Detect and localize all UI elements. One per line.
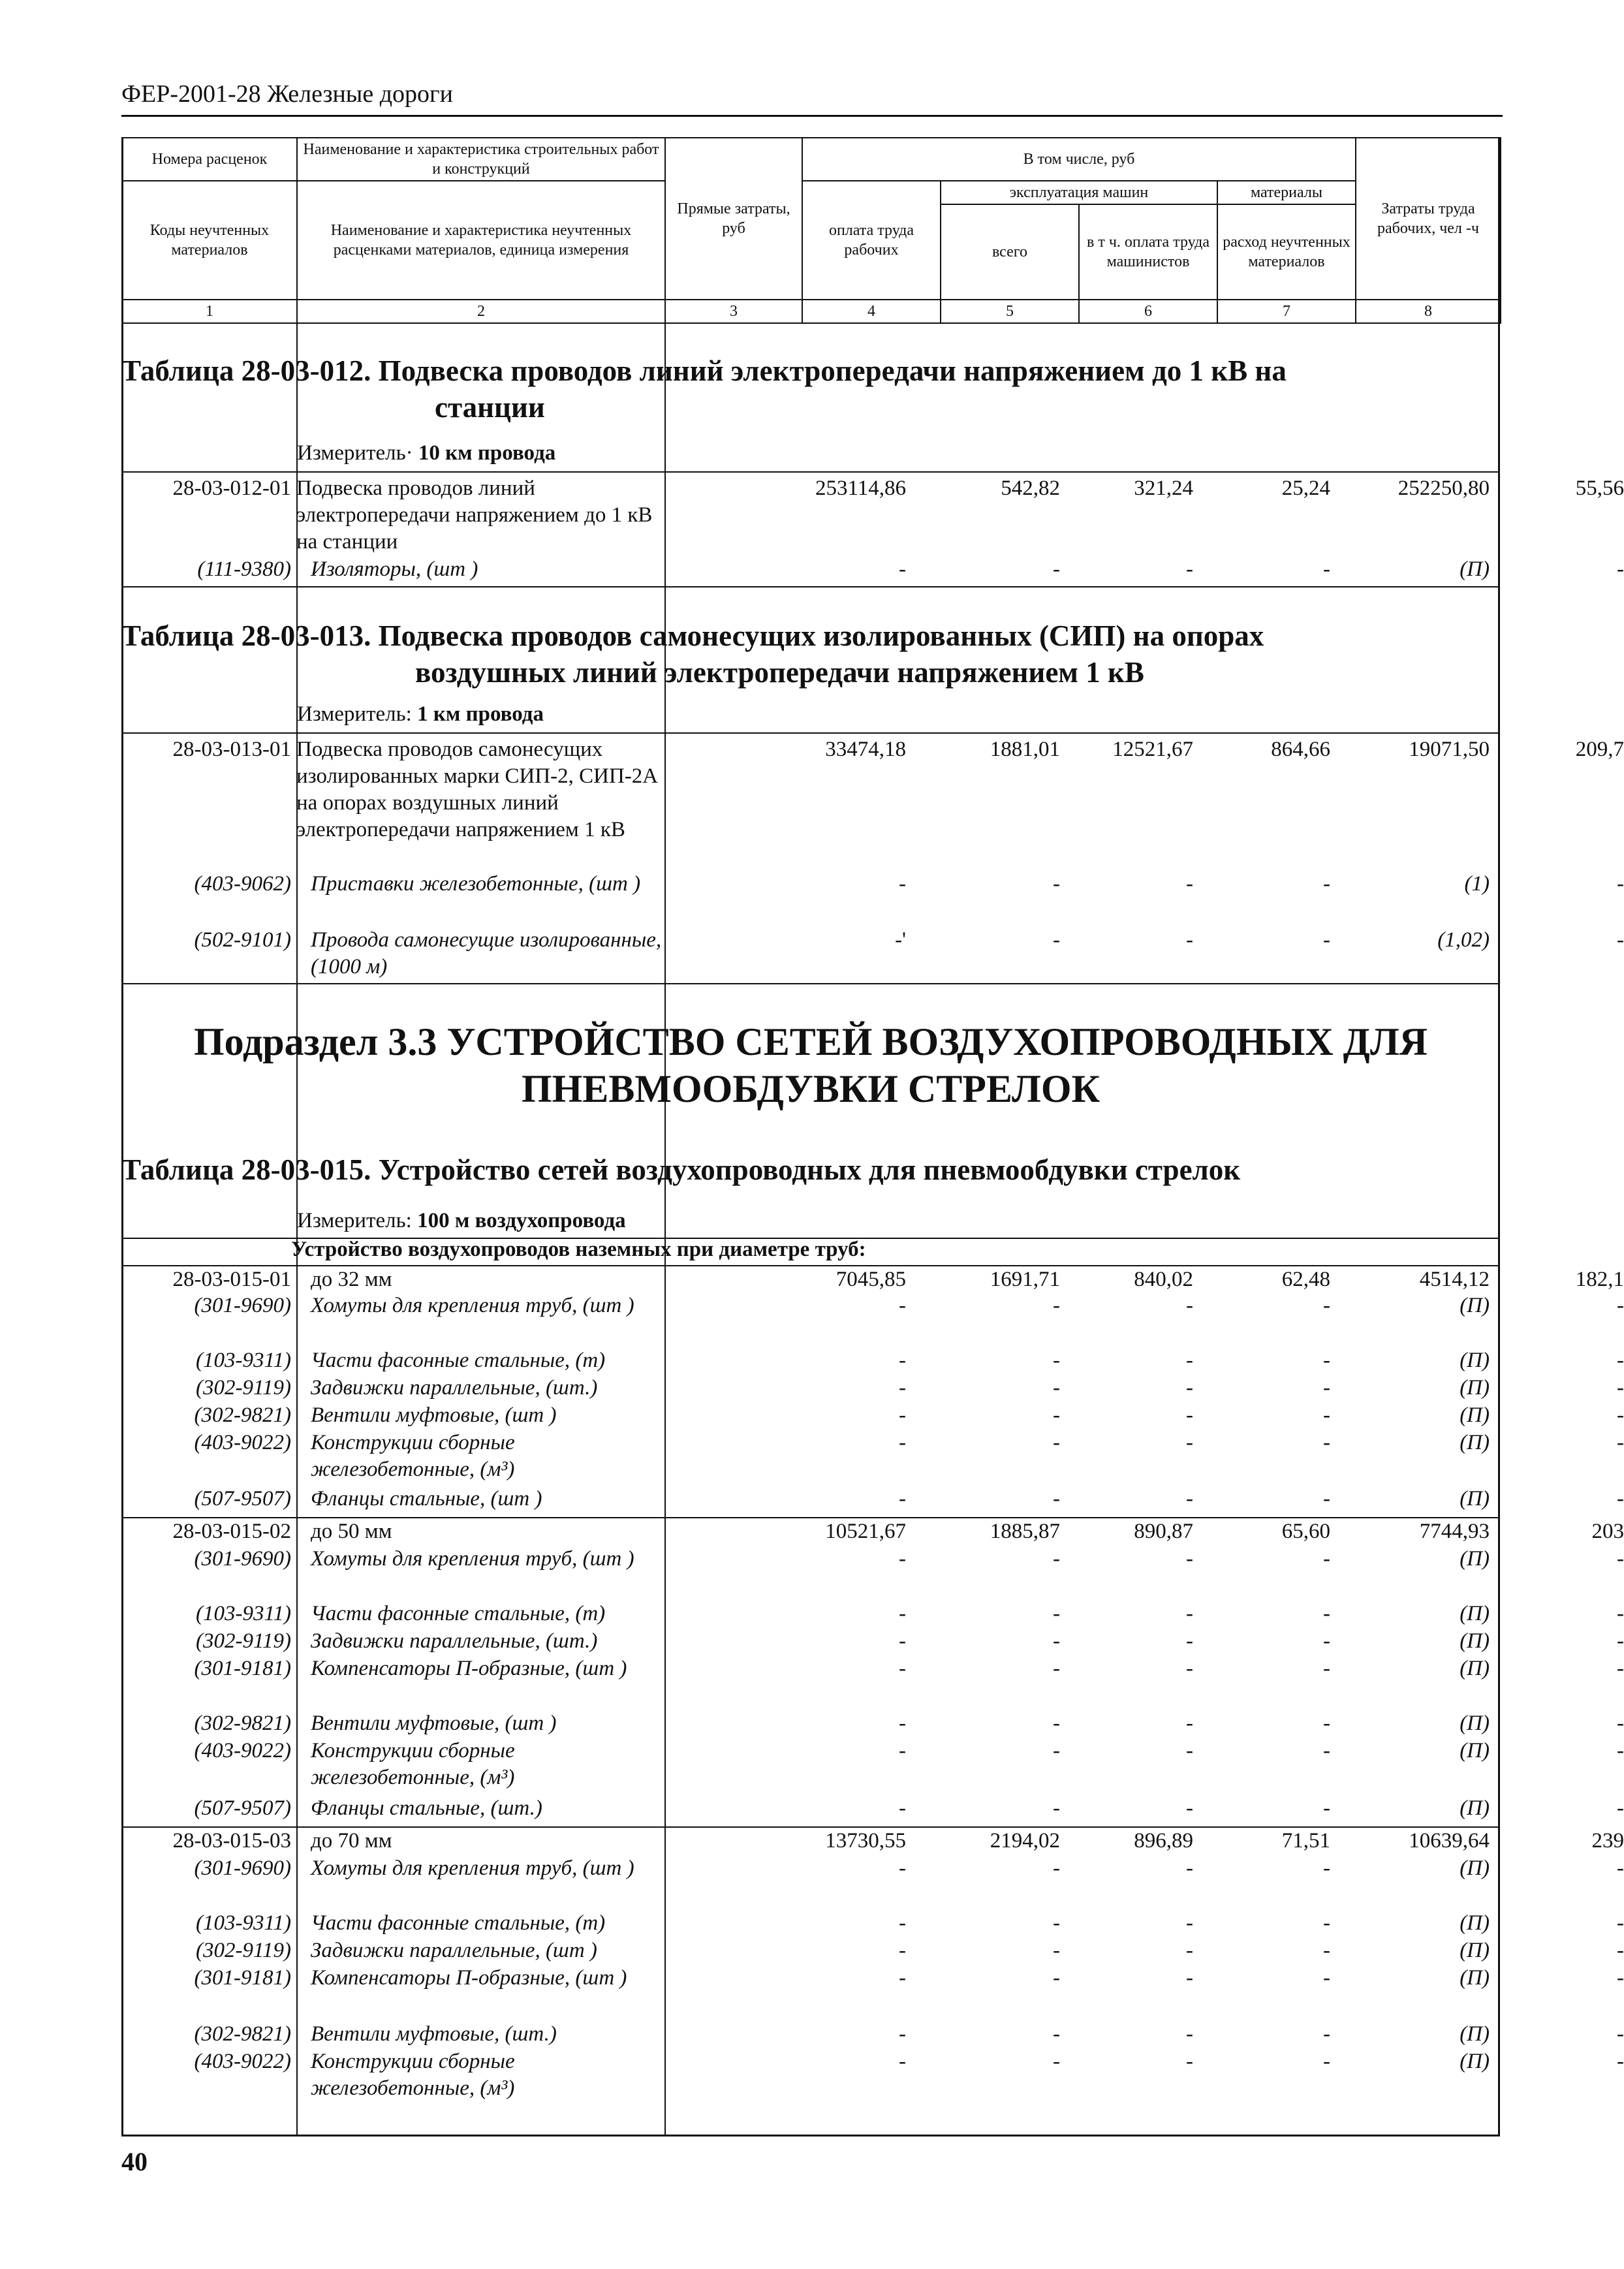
- material-code: (301-9690): [194, 1856, 291, 1880]
- measure-value: 1 км провода: [417, 702, 544, 726]
- dash: -: [1323, 928, 1330, 952]
- material-usage: (П): [1460, 1657, 1490, 1680]
- material-code: (301-9181): [194, 1657, 291, 1680]
- labor-wages: 542,82: [1001, 477, 1060, 500]
- material-name: Части фасонные стальные, (т): [311, 1349, 606, 1372]
- dash: -: [1053, 1403, 1060, 1427]
- dash: -: [1323, 2050, 1330, 2073]
- materials-header: материалы: [1217, 181, 1356, 204]
- material-code: (302-9119): [195, 1376, 291, 1400]
- dash: -: [1053, 1431, 1060, 1454]
- material-name: Задвижки параллельные, (шт.): [311, 1376, 598, 1400]
- material-usage: (П): [1460, 1431, 1490, 1454]
- dash: -: [899, 1966, 906, 1990]
- rule: [121, 732, 1500, 734]
- col-num-5: 5: [941, 300, 1079, 323]
- dash: -: [899, 1403, 906, 1427]
- labor-hours: 209,7: [1575, 738, 1624, 761]
- dash: -: [899, 1431, 906, 1454]
- material-usage: (П): [1460, 1349, 1490, 1372]
- direct-costs: 7045,85: [835, 1268, 906, 1291]
- table-015-measure: [297, 1209, 626, 1233]
- rule: [121, 983, 1500, 984]
- dash: -: [1617, 872, 1624, 896]
- material-code: (502-9101): [194, 928, 291, 952]
- labor-wages: 1881,01: [990, 738, 1060, 761]
- material-name: Конструкции сборные железобетонные, (м³): [311, 2050, 515, 2100]
- machinist-wages: 25,24: [1281, 477, 1330, 500]
- dash: -: [899, 2050, 906, 2073]
- material-name: Хомуты для крепления труб, (шт ): [311, 1294, 634, 1317]
- dash: -: [1617, 1657, 1624, 1680]
- rate-code: 28-03-015-02: [172, 1520, 291, 1543]
- material-code: (403-9022): [194, 2050, 291, 2073]
- col5-header: всего: [941, 204, 1079, 300]
- material-code: (301-9181): [194, 1966, 291, 1990]
- col-num-2: 2: [297, 300, 665, 323]
- dash: -: [1323, 1629, 1330, 1653]
- dash: -: [1053, 1602, 1060, 1625]
- dash: -: [1617, 1629, 1624, 1653]
- dash: -: [1323, 1403, 1330, 1427]
- dash: -: [1186, 1796, 1193, 1820]
- table-013-title-line2: воздушных линий электропередачи напряжением 1 кВ: [415, 656, 1144, 689]
- material-usage: (П): [1460, 2050, 1490, 2073]
- dash: -: [1186, 1602, 1193, 1625]
- dash: -: [1053, 1939, 1060, 1962]
- dash: -: [1053, 1712, 1060, 1735]
- rate-code: 28-03-013-01: [172, 738, 291, 761]
- dash: -: [899, 1939, 906, 1962]
- material-code: (403-9062): [194, 872, 291, 896]
- machines-total: 321,24: [1134, 477, 1193, 500]
- dash: -: [1186, 1739, 1193, 1762]
- rate-code: 28-03-015-03: [172, 1829, 291, 1853]
- dash: -: [1323, 1856, 1330, 1880]
- dash: -: [1617, 2050, 1624, 2073]
- table-013-measure: [297, 702, 544, 727]
- dash: -: [1186, 1431, 1193, 1454]
- dash: -: [1323, 1939, 1330, 1962]
- incl-header: В том числе, руб: [802, 138, 1356, 181]
- dash: -: [1323, 1376, 1330, 1400]
- material-name: Компенсаторы П-образные, (шт ): [311, 1657, 627, 1680]
- dash: -: [1053, 1911, 1060, 1935]
- dash: -: [1053, 872, 1060, 896]
- rate-code: 28-03-015-01: [172, 1268, 291, 1291]
- dash: -: [1323, 1796, 1330, 1820]
- material-code: (507-9507): [194, 1487, 291, 1510]
- material-code: (403-9022): [194, 1431, 291, 1454]
- materials-cost: 252250,80: [1398, 477, 1490, 500]
- dash: -: [1053, 1487, 1060, 1510]
- dash: -: [1186, 2022, 1193, 2046]
- measure-label: Измеритель:: [297, 702, 412, 726]
- subsection-title-line1: Подраздел 3.3 УСТРОЙСТВО СЕТЕЙ ВОЗДУХОПРОВОДНЫХ ДЛЯ: [194, 1020, 1428, 1063]
- labor-hours: 182,1: [1575, 1268, 1624, 1291]
- material-usage: (П): [1460, 1376, 1490, 1400]
- direct-costs: 33474,18: [825, 738, 906, 761]
- material-name: Провода самонесущие изолированные, (1000 м): [311, 928, 662, 978]
- dash: -: [1186, 1349, 1193, 1372]
- dash: -: [1617, 1349, 1624, 1372]
- dash: -: [1186, 872, 1193, 896]
- dash: -: [1186, 1547, 1193, 1571]
- rule: [121, 586, 1500, 587]
- col-num-7: 7: [1217, 300, 1356, 323]
- material-name: Хомуты для крепления труб, (шт ): [311, 1547, 634, 1571]
- material-usage: (П): [1460, 1547, 1490, 1571]
- dash: -: [1617, 2022, 1624, 2046]
- machinist-wages: 65,60: [1281, 1520, 1330, 1543]
- dash: -: [899, 1911, 906, 1935]
- dash: -: [899, 2022, 906, 2046]
- col1-top: Номера расценок: [122, 138, 297, 181]
- material-usage: (П): [1460, 1712, 1490, 1735]
- dash: -: [899, 1547, 906, 1571]
- material-name: Изоляторы, (шт ): [311, 557, 478, 581]
- material-code: (103-9311): [195, 1911, 291, 1935]
- rate-name: Подвеска проводов линий электропередачи напряжением до 1 кВ на станции: [296, 477, 653, 554]
- material-usage: (П): [1460, 1966, 1490, 1990]
- dash: -: [1323, 1547, 1330, 1571]
- dash: -: [1617, 1739, 1624, 1762]
- material-usage: (П): [1460, 1911, 1490, 1935]
- labor-hours: 55,56: [1575, 477, 1624, 500]
- dash: -: [899, 1349, 906, 1372]
- dash: -: [899, 1796, 906, 1820]
- dash: -: [1053, 2022, 1060, 2046]
- dash: -: [899, 1712, 906, 1735]
- material-code: (403-9022): [194, 1739, 291, 1762]
- rate-name: до 50 мм: [311, 1520, 392, 1543]
- dash: -: [1186, 1939, 1193, 1962]
- direct-costs: 253114,86: [815, 477, 906, 500]
- dash: -: [1617, 1376, 1624, 1400]
- measure-label: Измеритель:: [297, 1209, 412, 1232]
- dash: -: [1053, 1856, 1060, 1880]
- material-name: Вентили муфтовые, (шт ): [311, 1403, 557, 1427]
- materials-cost: 10639,64: [1409, 1829, 1490, 1853]
- machines-total: 890,87: [1134, 1520, 1193, 1543]
- material-name: Фланцы стальные, (шт.): [311, 1796, 542, 1820]
- material-name: Части фасонные стальные, (т): [311, 1911, 606, 1935]
- material-name: Задвижки параллельные, (шт.): [311, 1629, 598, 1653]
- dash: -: [1186, 2050, 1193, 2073]
- material-usage: (П): [1460, 557, 1490, 581]
- material-code: (302-9119): [195, 1939, 291, 1962]
- table-013-title: [121, 618, 1264, 691]
- material-usage: (П): [1460, 1294, 1490, 1317]
- col-num-8: 8: [1356, 300, 1501, 323]
- column-rule: [296, 137, 298, 2135]
- dash: -: [1323, 1966, 1330, 1990]
- col7-header: расход неучтенных материалов: [1217, 204, 1356, 300]
- material-usage: (П): [1460, 1487, 1490, 1510]
- dash: -: [1186, 1487, 1193, 1510]
- dash: -: [1186, 1403, 1193, 1427]
- dash: -: [1323, 1294, 1330, 1317]
- material-code: (302-9821): [194, 2022, 291, 2046]
- material-code: (103-9311): [195, 1602, 291, 1625]
- table-013-title-line1: Таблица 28-03-013. Подвеска проводов самонесущих изолированных (СИП) на опорах: [121, 619, 1264, 652]
- col8-header: Затраты труда рабочих, чел -ч: [1356, 138, 1501, 300]
- dash: -: [1186, 1911, 1193, 1935]
- dash: -: [1053, 1739, 1060, 1762]
- dash: -: [899, 1487, 906, 1510]
- materials-cost: 4514,12: [1419, 1268, 1490, 1291]
- material-usage: (П): [1460, 1796, 1490, 1820]
- dash: -: [1323, 872, 1330, 896]
- material-name: Приставки железобетонные, (шт ): [311, 872, 641, 896]
- material-name: Вентили муфтовые, (шт.): [311, 2022, 557, 2046]
- dash: -: [1186, 557, 1193, 581]
- labor-wages: 2194,02: [990, 1829, 1060, 1853]
- dash: -: [899, 872, 906, 896]
- header-rule: [121, 115, 1503, 117]
- col1-bottom: Коды неучтенных материалов: [122, 181, 297, 300]
- dash: -: [1186, 1966, 1193, 1990]
- col-num-3: 3: [665, 300, 802, 323]
- material-name: Части фасонные стальные, (т): [311, 1602, 606, 1625]
- labor-wages: 1885,87: [990, 1520, 1060, 1543]
- dash: -: [1053, 1547, 1060, 1571]
- page-header: ФЕР-2001-28 Железные дороги: [121, 80, 453, 108]
- dash: -: [1617, 1796, 1624, 1820]
- material-usage: (П): [1460, 1629, 1490, 1653]
- rate-name: до 70 мм: [311, 1829, 392, 1853]
- measure-value: 100 м воздухопровода: [417, 1209, 626, 1232]
- col6-header: в т ч. оплата труда машинистов: [1079, 204, 1217, 300]
- dash: -: [1617, 928, 1624, 952]
- dash: -: [1053, 928, 1060, 952]
- rate-code: 28-03-012-01: [172, 477, 291, 500]
- dash: -: [1053, 557, 1060, 581]
- material-usage: (П): [1460, 1739, 1490, 1762]
- rate-name: до 32 мм: [311, 1268, 392, 1291]
- material-usage: (1): [1464, 872, 1490, 896]
- dash: -: [1617, 1547, 1624, 1571]
- dash: -: [899, 1629, 906, 1653]
- dash: -: [1617, 1856, 1624, 1880]
- dash: -: [1617, 1966, 1624, 1990]
- col3-header: Прямые затраты, руб: [665, 138, 802, 300]
- dash: -: [1053, 1294, 1060, 1317]
- dash: -: [1323, 1739, 1330, 1762]
- dash: -: [1053, 1349, 1060, 1372]
- dash: -: [1323, 557, 1330, 581]
- dash: -: [1617, 1294, 1624, 1317]
- table-015-title: Таблица 28-03-015. Устройство сетей воздухопроводных для пневмообдувки стрелок: [121, 1153, 1241, 1186]
- dash: -: [1186, 1376, 1193, 1400]
- dash: -: [1186, 1712, 1193, 1735]
- material-code: (302-9119): [195, 1629, 291, 1653]
- pipe-group-header: Устройство воздухопроводов наземных при диаметре труб:: [291, 1238, 866, 1261]
- dash: -: [1186, 1294, 1193, 1317]
- dash: -: [1053, 2050, 1060, 2073]
- page-number: 40: [121, 2147, 148, 2176]
- measure-value: 10 км провода: [418, 441, 556, 465]
- dash: -: [1053, 1966, 1060, 1990]
- subsection-title: [121, 1018, 1500, 1112]
- rule: [121, 471, 1500, 473]
- dash: -: [1617, 1602, 1624, 1625]
- dash: -: [1323, 1349, 1330, 1372]
- col-num-1: 1: [122, 300, 297, 323]
- dash: -: [1617, 1939, 1624, 1962]
- material-usage: (П): [1460, 1403, 1490, 1427]
- dash: -: [1323, 1657, 1330, 1680]
- material-usage: (П): [1460, 1939, 1490, 1962]
- dash: -: [1053, 1376, 1060, 1400]
- machines-total: 896,89: [1134, 1829, 1193, 1853]
- material-code: (301-9690): [194, 1294, 291, 1317]
- labor-hours: 239: [1591, 1829, 1624, 1853]
- material-code: (507-9507): [194, 1796, 291, 1820]
- dash: -: [1186, 928, 1193, 952]
- dash: -: [1617, 557, 1624, 581]
- column-header-table: [121, 137, 1501, 324]
- labor-wages: 1691,71: [990, 1268, 1060, 1291]
- material-usage: (1,02): [1437, 928, 1490, 952]
- dash: -: [1617, 1712, 1624, 1735]
- dash: -: [1323, 1911, 1330, 1935]
- machines-total: 12521,67: [1112, 738, 1193, 761]
- material-code: (103-9311): [195, 1349, 291, 1372]
- materials-cost: 19071,50: [1409, 738, 1490, 761]
- material-name: Хомуты для крепления труб, (шт ): [311, 1856, 634, 1880]
- dash: -: [899, 557, 906, 581]
- machines-header: эксплуатация машин: [941, 181, 1217, 204]
- material-name: Конструкции сборные железобетонные, (м³): [311, 1431, 515, 1481]
- dash: -: [1617, 1487, 1624, 1510]
- material-name: Конструкции сборные железобетонные, (м³): [311, 1739, 515, 1789]
- col4-header: оплата труда рабочих: [802, 181, 941, 300]
- material-usage: (П): [1460, 1602, 1490, 1625]
- material-usage: (П): [1460, 1856, 1490, 1880]
- dash: -: [1053, 1657, 1060, 1680]
- dash: -: [1617, 1911, 1624, 1935]
- material-name: Компенсаторы П-образные, (шт ): [311, 1966, 627, 1990]
- material-code: (302-9821): [194, 1712, 291, 1735]
- material-code: (302-9821): [194, 1403, 291, 1427]
- dash: -: [899, 1602, 906, 1625]
- dash: -: [899, 1294, 906, 1317]
- col-num-6: 6: [1079, 300, 1217, 323]
- materials-cost: 7744,93: [1419, 1520, 1490, 1543]
- dash: -: [1323, 2022, 1330, 2046]
- dash: -: [1323, 1487, 1330, 1510]
- col2-top: Наименование и характеристика строительных работ и конструкций: [297, 138, 665, 181]
- subsection-title-line2: ПНЕВМООБДУВКИ СТРЕЛОК: [521, 1067, 1101, 1110]
- dash: -: [899, 1657, 906, 1680]
- direct-costs: 13730,55: [825, 1829, 906, 1853]
- dash: -: [1323, 1712, 1330, 1735]
- table-012-measure: [297, 441, 555, 465]
- machinist-wages: 864,66: [1271, 738, 1330, 761]
- machinist-wages: 62,48: [1281, 1268, 1330, 1291]
- material-code: (111-9380): [197, 557, 291, 581]
- dash: -: [1617, 1431, 1624, 1454]
- table-012-title-line2: станции: [435, 391, 545, 424]
- material-name: Фланцы стальные, (шт ): [311, 1487, 542, 1510]
- labor-hours: 203: [1591, 1520, 1624, 1543]
- dash: -: [1053, 1629, 1060, 1653]
- dash: -: [1617, 1403, 1624, 1427]
- dash: -: [899, 1856, 906, 1880]
- dash: -: [1186, 1657, 1193, 1680]
- dash: -: [1323, 1431, 1330, 1454]
- dash: -: [899, 1376, 906, 1400]
- dash: -: [1186, 1629, 1193, 1653]
- dash: -': [895, 928, 906, 952]
- dash: -: [899, 1739, 906, 1762]
- machinist-wages: 71,51: [1281, 1829, 1330, 1853]
- material-code: (301-9690): [194, 1547, 291, 1571]
- material-usage: (П): [1460, 2022, 1490, 2046]
- dash: -: [1323, 1602, 1330, 1625]
- column-rule: [664, 137, 666, 2135]
- machines-total: 840,02: [1134, 1268, 1193, 1291]
- dash: -: [1186, 1856, 1193, 1880]
- material-name: Вентили муфтовые, (шт ): [311, 1712, 557, 1735]
- direct-costs: 10521,67: [825, 1520, 906, 1543]
- col2-bottom: Наименование и характеристика неучтенных расценками материалов, единица измерения: [297, 181, 665, 300]
- material-name: Задвижки параллельные, (шт ): [311, 1939, 597, 1962]
- measure-label: Измеритель·: [297, 441, 413, 465]
- rate-name: Подвеска проводов самонесущих изолированных марки СИП-2, СИП-2А на опорах воздушных линий электропередачи напряжением 1 кВ: [296, 738, 659, 841]
- dash: -: [1053, 1796, 1060, 1820]
- table-012-title-line1: Таблица 28-03-012. Подвеска проводов линий электропередачи напряжением до 1 кВ на: [121, 354, 1287, 387]
- col-num-4: 4: [802, 300, 941, 323]
